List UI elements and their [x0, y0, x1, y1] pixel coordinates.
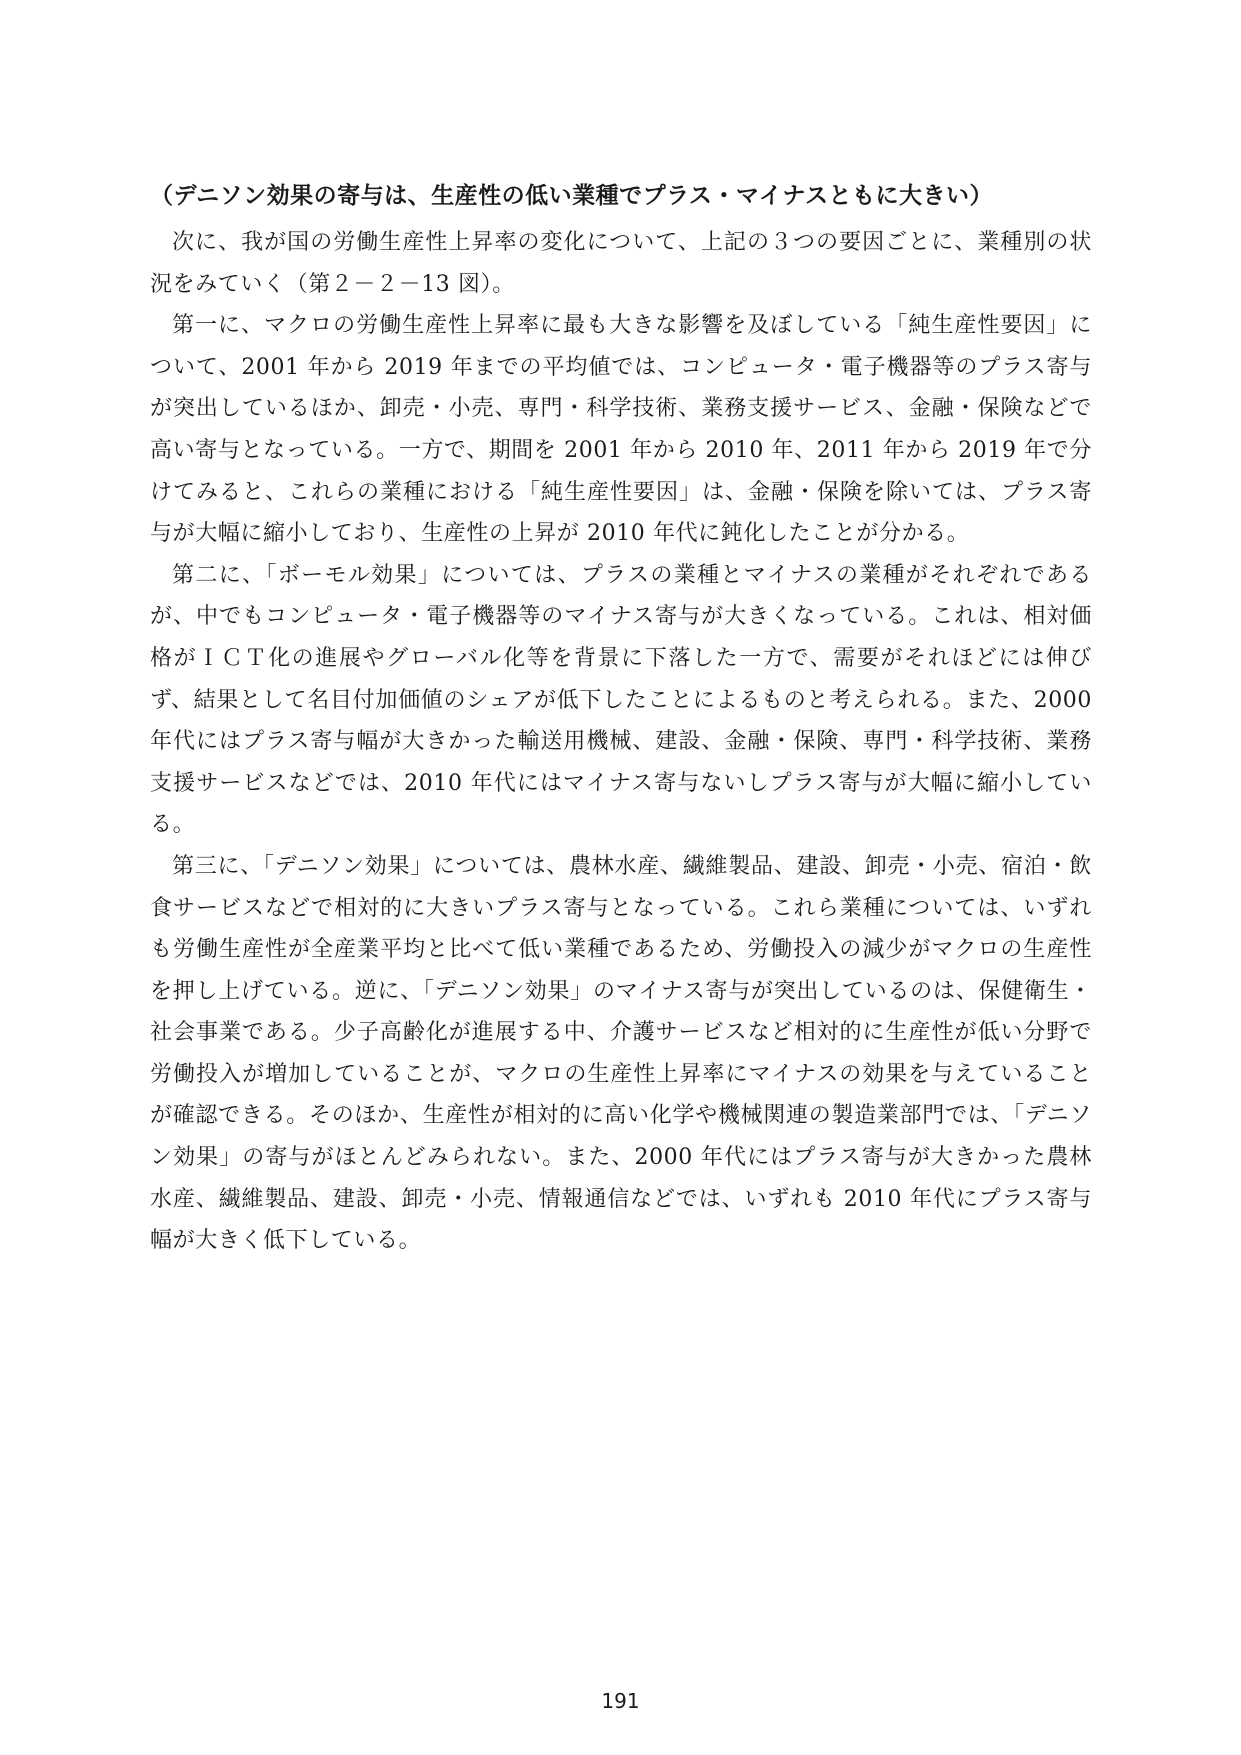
section-heading: （デニソン効果の寄与は、生産性の低い業種でプラス・マイナスともに大きい） — [150, 183, 994, 209]
paragraph-baumol-effect: 第二に、「ボーモル効果」については、プラスの業種とマイナスの業種がそれぞれであるが、中でもコンピュータ・電子機器等のマイナス寄与が大きくなっている。これは、相対価格がＩＣＴ化の進展やグローバル化等を背景に下落した一方で、需要がそれほどには伸びず、結果として名目付加価値のシェアが低下したことによるものと考えられる。また、2000 年代にはプラス寄与幅が大きかった輸送用機械、建設、金融・保険、専門・科学技術、業務支援サービスなどでは、2010 年代にはマイナス寄与ないしプラス寄与が大幅に縮小している。 — [150, 562, 1092, 838]
paragraph-net-productivity: 第一に、マクロの労働生産性上昇率に最も大きな影響を及ぼしている「純生産性要因」について、2001 年から 2019 年までの平均値では、コンピュータ・電子機器等のプラス寄与が突出しているほか、卸売・小売、専門・科学技術、業務支援サービス、金融・保険などで高い寄与となっている。一方で、期間を 2001 年から 2010 年、2011 年から 2019 年で分けてみると、これらの業種における「純生産性要因」は、金融・保険を除いては、プラス寄与が大幅に縮小しており、生産性の上昇が 2010 年代に鈍化したことが分かる。 — [150, 313, 1092, 547]
body-text — [150, 222, 1092, 1262]
page-number: 191 — [601, 1689, 640, 1713]
paragraph-intro: 次に、我が国の労働生産性上昇率の変化について、上記の３つの要因ごとに、業種別の状況をみていく（第２－２－13 図）。 — [150, 230, 1092, 297]
paragraph-denison-effect: 第三に、「デニソン効果」については、農林水産、繊維製品、建設、卸売・小売、宿泊・飲食サービスなどで相対的に大きいプラス寄与となっている。これら業種については、いずれも労働生産性が全産業平均と比べて低い業種であるため、労働投入の減少がマクロの生産性を押し上げている。逆に、「デニソン効果」のマイナス寄与が突出しているのは、保健衛生・社会事業である。少子高齢化が進展する中、介護サービスなど相対的に生産性が低い分野で労働投入が増加していることが、マクロの生産性上昇率にマイナスの効果を与えていることが確認できる。そのほか、生産性が相対的に高い化学や機械関連の製造業部門では、「デニソン効果」の寄与がほとんどみられない。また、2000 年代にはプラス寄与が大きかった農林水産、繊維製品、建設、卸売・小売、情報通信などでは、いずれも 2010 年代にプラス寄与幅が大きく低下している。 — [150, 853, 1092, 1254]
